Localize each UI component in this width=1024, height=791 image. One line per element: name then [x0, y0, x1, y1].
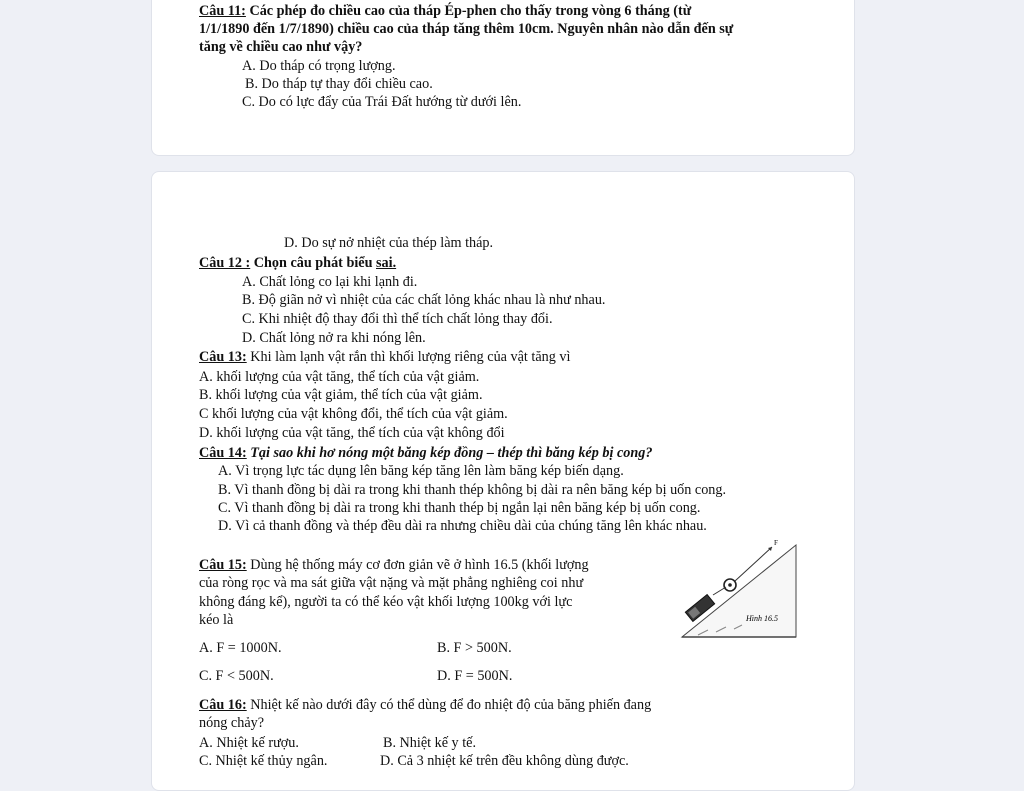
inclined-plane — [682, 545, 796, 637]
q14-heading: Câu 14: Tại sao khi hơ nóng một băng kép đồng – thép thì băng kép bị cong? — [199, 445, 653, 461]
q12-option-d: D. Chất lỏng nở ra khi nóng lên. — [242, 330, 426, 346]
figure-caption: Hình 16.5 — [746, 614, 778, 623]
q13-option-a: A. khối lượng của vật tăng, thể tích của vật giảm. — [199, 369, 480, 385]
q16-option-d: D. Cả 3 nhiệt kế trên đều không dùng được. — [380, 753, 629, 769]
q14-option-c: C. Vì thanh đồng bị dài ra trong khi thanh thép bị ngắn lại nên băng kép bị uốn cong. — [218, 500, 701, 516]
q15-option-d: D. F = 500N. — [437, 668, 513, 684]
q13-option-d: D. khối lượng của vật tăng, thể tích của vật không đổi — [199, 425, 505, 441]
q11-option-a: A. Do tháp có trọng lượng. — [242, 58, 396, 74]
q12-option-c: C. Khi nhiệt độ thay đổi thì thể tích chất lỏng thay đổi. — [242, 311, 553, 327]
q14-option-b: B. Vì thanh đồng bị dài ra trong khi thanh thép không bị dài ra nên băng kép bị uốn cong. — [218, 482, 727, 498]
q11-label: Câu 11: — [199, 3, 246, 19]
q12-heading: Câu 12 : Chọn câu phát biểu sai. — [199, 255, 397, 271]
q12-option-b: B. Độ giãn nở vì nhiệt của các chất lỏng khác nhau là như nhau. — [242, 292, 606, 308]
q11-option-b: B. Do tháp tự thay đổi chiều cao. — [245, 76, 433, 92]
q14-option-d: D. Vì cả thanh đồng và thép đều dài ra nhưng chiều dài của chúng tăng lên khác nhau. — [218, 518, 707, 534]
q11-line3: tăng về chiều cao như vậy? — [199, 39, 363, 55]
q16-option-a: A. Nhiệt kế rượu. — [199, 735, 299, 751]
q12-option-a: A. Chất lỏng co lại khi lạnh đi. — [242, 274, 418, 290]
q15-option-c: C. F < 500N. — [199, 668, 274, 684]
q16-option-c: C. Nhiệt kế thủy ngân. — [199, 753, 328, 769]
inclined-plane-figure — [668, 533, 810, 643]
q13-option-c: C khối lượng của vật không đổi, thể tích của vật giảm. — [199, 406, 508, 422]
q15-option-a: A. F = 1000N. — [199, 640, 282, 656]
q16-line1: Câu 16: Nhiệt kế nào dưới đây có thể dùng để đo nhiệt độ của băng phiến đang — [199, 697, 652, 713]
pulley-axle — [728, 583, 732, 587]
q13-option-b: B. khối lượng của vật giảm, thể tích của vật giảm. — [199, 387, 483, 403]
q13-heading: Câu 13: Khi làm lạnh vật rắn thì khối lượng riêng của vật tăng vì — [199, 349, 571, 365]
q11-option-c: C. Do có lực đẩy của Trái Đất hướng từ dưới lên. — [242, 94, 522, 110]
q15-line4: kéo là — [199, 612, 234, 628]
q11-line1: Câu 11: Các phép đo chiều cao của tháp Ép-phen cho thấy trong vòng 6 tháng (từ — [199, 3, 692, 19]
q15-line3: không đáng kể), người ta có thể kéo vật khối lượng 100kg với lực — [199, 594, 573, 610]
q16-line2: nóng chảy? — [199, 715, 265, 731]
q14-option-a: A. Vì trọng lực tác dụng lên băng kép tăng lên làm băng kép biến dạng. — [218, 463, 624, 479]
force-label: F — [774, 539, 778, 547]
q11-option-d: D. Do sự nở nhiệt của thép làm tháp. — [284, 235, 494, 251]
q15-line1: Câu 15: Dùng hệ thống máy cơ đơn giản vẽ ở hình 16.5 (khối lượng — [199, 557, 589, 573]
q15-line2: của ròng rọc và ma sát giữa vật nặng và mặt phẳng nghiêng coi như — [199, 575, 584, 591]
rope-lower — [713, 587, 726, 595]
q16-option-b: B. Nhiệt kế y tế. — [383, 735, 476, 751]
q11-line2: 1/1/1890 đến 1/7/1890) chiều cao của tháp tăng thêm 10cm. Nguyên nhân nào dẫn đến sự — [199, 21, 734, 37]
q15-option-b: B. F > 500N. — [437, 640, 512, 656]
